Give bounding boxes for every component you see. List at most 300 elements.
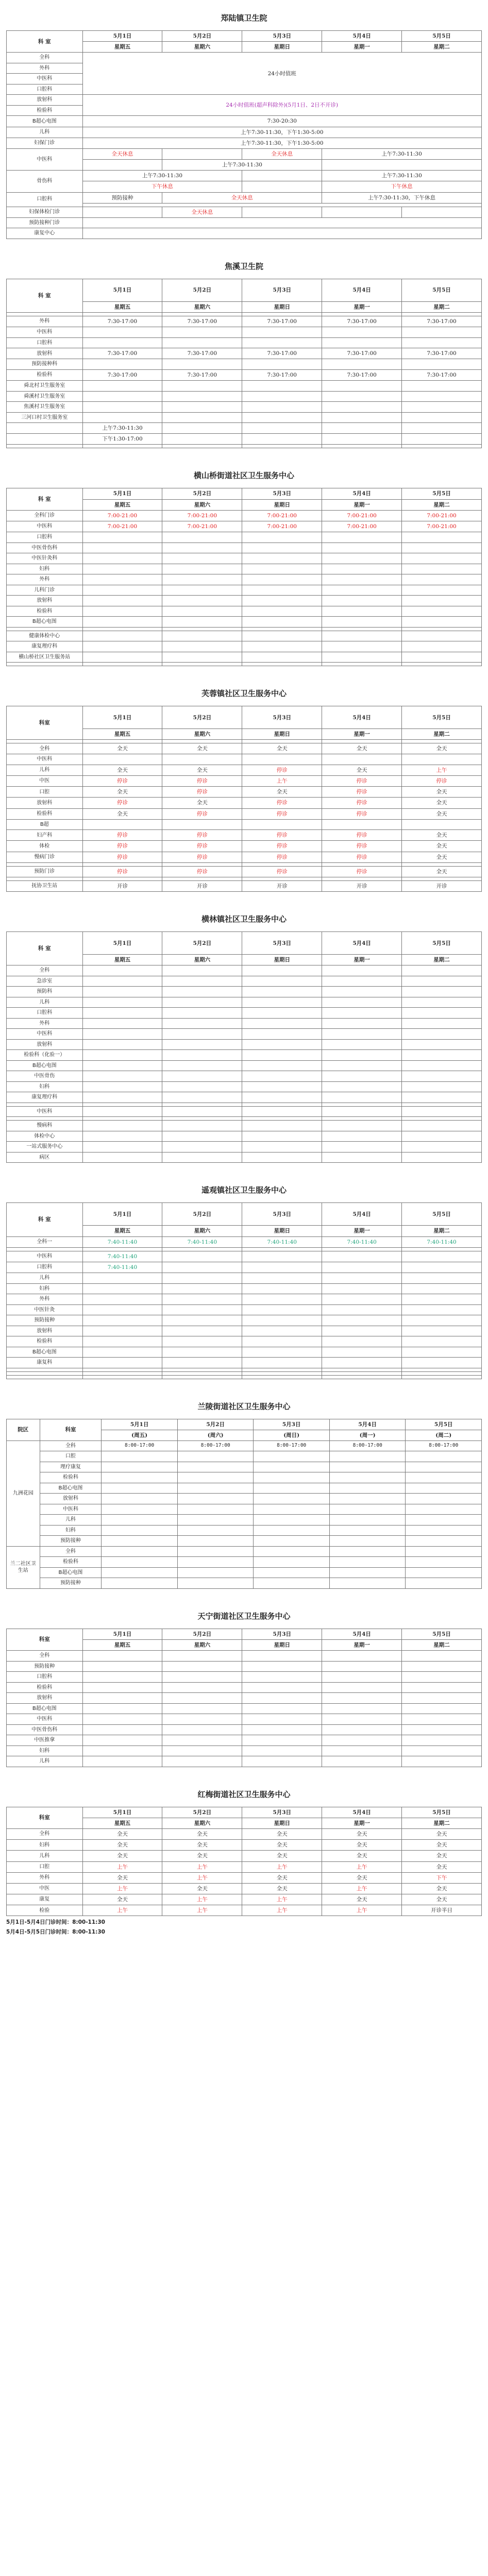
schedule-cell: 7:00-21:00 — [242, 510, 322, 521]
footnote: 5月4日-5月5日门诊时间：8:00-11:30 — [6, 1929, 105, 1936]
schedule-cell — [322, 1018, 402, 1029]
header-day: 星期五 — [82, 301, 162, 312]
schedule-cell — [322, 1304, 402, 1315]
schedule-cell — [254, 1504, 330, 1515]
section-title: 芙蓉镇社区卫生服务中心 — [201, 689, 287, 699]
schedule-cell — [329, 1525, 406, 1536]
schedule-cell — [162, 1029, 242, 1040]
schedule-cell — [242, 1152, 322, 1163]
schedule-cell — [402, 313, 482, 316]
schedule-cell — [402, 1262, 482, 1273]
schedule-cell: 全天 — [402, 787, 482, 798]
dept-cell: 放射科 — [7, 1326, 83, 1336]
schedule-cell — [82, 1283, 162, 1294]
dept-cell: 口腔 — [7, 1861, 83, 1872]
cell: 上午7:30-11:30 — [322, 148, 482, 159]
dept-cell: 慢病科 — [7, 1121, 83, 1131]
schedule-cell — [322, 1106, 402, 1117]
table-row — [7, 1236, 482, 1247]
schedule-cell — [162, 543, 242, 553]
schedule-cell — [254, 1494, 330, 1504]
header-day: 星期二 — [402, 1640, 482, 1651]
schedule-cell — [177, 1557, 254, 1568]
schedule-cell — [242, 1661, 322, 1672]
dept-cell: B超心电图 — [40, 1483, 102, 1494]
schedule-cell — [162, 423, 242, 434]
dept-cell: 预防科 — [7, 987, 83, 997]
table-row — [7, 1060, 482, 1071]
schedule-cell — [402, 596, 482, 606]
table-row — [7, 1050, 482, 1061]
dept-cell: 中医针灸 — [7, 1304, 83, 1315]
schedule-cell: 停诊 — [82, 841, 162, 852]
schedule-cell — [402, 1651, 482, 1662]
schedule-cell — [322, 1283, 402, 1294]
header-date: 5月4日 — [322, 31, 402, 42]
dept-cell: 口腔科 — [7, 1262, 83, 1273]
table-row — [7, 1142, 482, 1153]
dept-cell: 中医科 — [7, 521, 83, 532]
schedule-cell: 停诊 — [242, 866, 322, 877]
schedule-cell — [242, 1703, 322, 1714]
schedule-cell — [322, 1724, 402, 1735]
schedule-cell — [329, 1536, 406, 1547]
table-row — [7, 1304, 482, 1315]
schedule-cell — [82, 1131, 162, 1142]
section-furong — [6, 688, 482, 892]
schedule-cell — [402, 1336, 482, 1347]
schedule-cell — [322, 862, 402, 866]
schedule-cell: 开诊 — [322, 881, 402, 892]
schedule-cell: 7:40-11:40 — [402, 1236, 482, 1247]
schedule-cell — [162, 532, 242, 543]
schedule-cell: 全天 — [322, 743, 402, 754]
schedule-cell — [254, 1525, 330, 1536]
dept-cell: 检验科 — [7, 1336, 83, 1347]
header-date: 5月3日 — [242, 1629, 322, 1639]
header-day: 星期六 — [162, 1818, 242, 1828]
dept-cell: 全科 — [40, 1546, 102, 1557]
schedule-cell — [402, 1142, 482, 1153]
schedule-cell — [242, 1756, 322, 1767]
table-row — [7, 976, 482, 987]
dept-cell: 放射科 — [40, 1494, 102, 1504]
schedule-cell — [82, 564, 162, 574]
schedule-cell — [82, 663, 162, 666]
dept-cell: 中医骨伤科 — [7, 543, 83, 553]
schedule-cell — [329, 1483, 406, 1494]
schedule-cell: 全天 — [82, 808, 162, 819]
table-row — [7, 381, 482, 392]
schedule-cell — [162, 434, 242, 445]
schedule-cell — [406, 1462, 482, 1472]
header-date: 5月4日 — [322, 488, 402, 499]
schedule-cell — [322, 1745, 402, 1756]
schedule-cell: 全天 — [162, 765, 242, 775]
table-row — [7, 787, 482, 798]
schedule-cell — [162, 1336, 242, 1347]
table-row — [7, 1682, 482, 1693]
schedule-cell: 7:30-17:00 — [82, 369, 162, 380]
schedule-cell: 7:30-17:00 — [402, 316, 482, 327]
schedule-cell: 停诊 — [82, 798, 162, 808]
schedule-cell — [102, 1546, 178, 1557]
schedule-cell — [82, 641, 162, 652]
schedule-cell — [242, 1371, 322, 1375]
schedule-cell — [162, 1358, 242, 1368]
schedule-cell — [162, 754, 242, 765]
schedule-cell — [322, 1735, 402, 1746]
section-title: 红梅街道社区卫生服务中心 — [197, 1789, 291, 1799]
schedule-cell: 上午 — [242, 1905, 322, 1916]
table-row — [7, 641, 482, 652]
schedule-cell: 全天 — [242, 787, 322, 798]
schedule-cell — [329, 1567, 406, 1578]
schedule-cell — [242, 564, 322, 574]
schedule-cell — [242, 1693, 322, 1704]
dept-cell — [7, 1103, 83, 1106]
dept-cell: B超心电图 — [40, 1567, 102, 1578]
schedule-cell — [322, 1672, 402, 1683]
header-date: 5月5日 — [402, 932, 482, 955]
schedule-cell — [322, 1326, 402, 1336]
schedule-cell — [82, 1029, 162, 1040]
dept-cell — [7, 1375, 83, 1379]
schedule-cell — [322, 877, 402, 881]
schedule-cell: 8:00-17:00 — [254, 1440, 330, 1451]
schedule-cell — [82, 1375, 162, 1379]
schedule-cell — [322, 596, 402, 606]
schedule-cell — [162, 445, 242, 448]
schedule-cell — [82, 1142, 162, 1153]
header-day: 星期日 — [242, 42, 322, 53]
table-row — [7, 765, 482, 775]
schedule-cell: 上午 — [82, 1905, 162, 1916]
schedule-cell — [242, 532, 322, 543]
header-date: 5月4日 — [322, 1807, 402, 1818]
header-day: (周六) — [177, 1430, 254, 1440]
table-row — [7, 1536, 482, 1547]
dept-cell: 预防接种 — [40, 1536, 102, 1547]
table-row — [7, 1008, 482, 1019]
schedule-cell — [177, 1567, 254, 1578]
schedule-cell: 上午 — [162, 1861, 242, 1872]
header-dept: 科室 — [7, 706, 83, 740]
dept-cell: 中医科 — [7, 754, 83, 765]
schedule-cell: 7:00-21:00 — [162, 510, 242, 521]
schedule-cell: 停诊 — [322, 787, 402, 798]
schedule-cell — [102, 1483, 178, 1494]
schedule-cell — [329, 1578, 406, 1589]
schedule-cell — [177, 1546, 254, 1557]
table-row — [7, 798, 482, 808]
schedule-cell — [242, 976, 322, 987]
schedule-cell: 开诊半日 — [402, 1905, 482, 1916]
schedule-cell — [402, 1703, 482, 1714]
schedule-cell — [82, 327, 162, 338]
table-row — [7, 1039, 482, 1050]
table-row — [7, 1440, 482, 1451]
cell: 下午休息 — [82, 181, 242, 192]
table-row — [7, 1462, 482, 1472]
schedule-cell — [322, 543, 402, 553]
schedule-cell — [242, 1251, 322, 1262]
schedule-cell — [322, 1375, 402, 1379]
schedule-cell — [402, 1326, 482, 1336]
dept-cell: 中医骨伤科 — [7, 1724, 83, 1735]
schedule-cell: 全天 — [82, 1872, 162, 1883]
schedule-cell — [102, 1567, 178, 1578]
schedule-cell — [402, 740, 482, 743]
schedule-cell — [322, 617, 402, 628]
table-row — [7, 348, 482, 359]
table-row — [7, 585, 482, 596]
schedule-cell — [402, 1008, 482, 1019]
table-row — [7, 852, 482, 862]
header-date: 5月1日 — [82, 1629, 162, 1639]
schedule-cell — [254, 1515, 330, 1526]
table-row — [7, 1336, 482, 1347]
dept-cell: 康复中心 — [7, 228, 83, 239]
table-row — [7, 553, 482, 564]
schedule-cell — [402, 1060, 482, 1071]
schedule-cell — [162, 877, 242, 881]
section-hongmei — [6, 1789, 482, 1936]
dept-cell: 口腔科 — [7, 532, 83, 543]
header-day: 星期二 — [402, 301, 482, 312]
table-row — [7, 337, 482, 348]
dept-cell — [7, 740, 83, 743]
schedule-cell — [82, 1682, 162, 1693]
schedule-cell: 8:00-17:00 — [102, 1440, 178, 1451]
section-title: 焦溪卫生院 — [224, 261, 263, 271]
dept-cell: 全科一 — [7, 1236, 83, 1247]
table-row — [7, 1735, 482, 1746]
schedule-cell: 全天 — [402, 808, 482, 819]
dept-cell: 全科 — [40, 1440, 102, 1451]
schedule-cell — [162, 1152, 242, 1163]
schedule-cell — [177, 1525, 254, 1536]
dept-cell: 儿科 — [7, 1273, 83, 1284]
schedule-cell: 下午1:30-17:00 — [82, 434, 162, 445]
table-row — [7, 877, 482, 881]
header-day: 星期一 — [322, 1640, 402, 1651]
table-row — [7, 1131, 482, 1142]
schedule-cell — [242, 391, 322, 402]
schedule-cell — [177, 1536, 254, 1547]
dept-cell: 全科门诊 — [7, 510, 83, 521]
schedule-cell — [402, 543, 482, 553]
header-date: 5月4日 — [322, 1629, 402, 1639]
dept-cell: 横山桥社区卫生服务站 — [7, 652, 83, 663]
schedule-cell — [162, 1131, 242, 1142]
schedule-cell: 7:00-21:00 — [322, 521, 402, 532]
schedule-cell: 停诊 — [82, 830, 162, 841]
header-date: 5月3日 — [254, 1419, 330, 1430]
schedule-cell — [162, 819, 242, 830]
schedule-cell: 全天 — [322, 1851, 402, 1861]
schedule-cell: 全天 — [322, 1894, 402, 1905]
schedule-cell: 全天 — [402, 1829, 482, 1840]
dept-cell: 检验科 — [40, 1557, 102, 1568]
header-date: 5月1日 — [82, 706, 162, 729]
schedule-cell — [322, 740, 402, 743]
schedule-cell — [322, 976, 402, 987]
schedule-cell — [82, 543, 162, 553]
schedule-cell — [254, 1546, 330, 1557]
schedule-cell: 全天 — [402, 743, 482, 754]
table-row — [7, 808, 482, 819]
schedule-cell — [162, 1661, 242, 1672]
header-date: 5月5日 — [402, 1203, 482, 1226]
header-dept: 科 室 — [7, 31, 83, 53]
schedule-cell — [82, 313, 162, 316]
dept-cell: 中医科 — [7, 1106, 83, 1117]
schedule-cell — [322, 402, 402, 413]
schedule-cell: 7:30-17:00 — [82, 348, 162, 359]
section-title: 横山桥街道社区卫生服务中心 — [193, 471, 294, 481]
schedule-cell — [82, 1294, 162, 1305]
header-day: 星期一 — [322, 42, 402, 53]
schedule-cell — [162, 862, 242, 866]
header-date: 5月5日 — [402, 706, 482, 729]
schedule-cell — [242, 359, 322, 370]
table-row — [7, 997, 482, 1008]
schedule-cell — [82, 1039, 162, 1050]
header-day: 星期五 — [82, 1640, 162, 1651]
schedule-cell: 停诊 — [162, 776, 242, 787]
schedule-cell — [322, 1092, 402, 1103]
schedule-cell — [322, 1756, 402, 1767]
header-dept: 科 室 — [7, 488, 83, 510]
table-row — [7, 1472, 482, 1483]
table-row — [7, 412, 482, 423]
schedule-cell — [402, 1121, 482, 1131]
schedule-cell — [242, 754, 322, 765]
schedule-cell — [162, 1672, 242, 1683]
schedule-cell — [402, 1304, 482, 1315]
dept-cell: 中医科 — [7, 1029, 83, 1040]
schedule-cell — [177, 1504, 254, 1515]
table-row — [7, 1247, 482, 1251]
schedule-cell: 7:40-11:40 — [82, 1251, 162, 1262]
dept-cell: 口腔科 — [7, 192, 83, 207]
schedule-cell — [242, 434, 322, 445]
table-row — [7, 663, 482, 666]
section-hengshanqiao — [6, 470, 482, 666]
section-yaoguan — [6, 1184, 482, 1379]
dept-cell: 康复理疗科 — [7, 641, 83, 652]
schedule-cell — [82, 617, 162, 628]
table-row — [7, 423, 482, 434]
schedule-cell — [402, 1358, 482, 1368]
schedule-cell: 全天 — [82, 1829, 162, 1840]
table-row — [7, 1494, 482, 1504]
schedule-cell — [242, 1682, 322, 1693]
schedule-cell: 上午 — [322, 1861, 402, 1872]
schedule-cell — [162, 1060, 242, 1071]
schedule-cell: 全天 — [402, 841, 482, 852]
schedule-cell — [242, 327, 322, 338]
section-title: 郑陆镇卫生院 — [221, 13, 267, 23]
schedule-cell: 停诊 — [322, 798, 402, 808]
schedule-cell — [322, 1071, 402, 1082]
header-date: 5月4日 — [322, 932, 402, 955]
schedule-cell: 7:30-17:00 — [242, 316, 322, 327]
schedule-cell — [402, 412, 482, 423]
schedule-cell — [402, 391, 482, 402]
header-dept: 科室 — [7, 1807, 83, 1828]
header-day: 星期一 — [322, 301, 402, 312]
schedule-cell — [242, 337, 322, 348]
dept-cell — [7, 434, 83, 445]
schedule-cell — [82, 965, 162, 976]
header-day: 星期五 — [82, 955, 162, 965]
schedule-cell — [162, 1375, 242, 1379]
schedule-cell — [82, 1152, 162, 1163]
schedule-cell — [322, 574, 402, 585]
schedule-cell: 7:00-21:00 — [82, 521, 162, 532]
schedule-cell — [162, 1693, 242, 1704]
table-row — [7, 369, 482, 380]
header-date: 5月3日 — [242, 1203, 322, 1226]
schedule-cell — [82, 1661, 162, 1672]
schedule-cell — [402, 359, 482, 370]
schedule-cell — [102, 1536, 178, 1547]
schedule-cell: 上午 — [82, 1861, 162, 1872]
table-row — [7, 1578, 482, 1589]
schedule-cell: 停诊 — [322, 830, 402, 841]
schedule-cell — [406, 1557, 482, 1568]
schedule-cell — [242, 585, 322, 596]
table-row — [7, 987, 482, 997]
schedule-cell: 上午 — [242, 1861, 322, 1872]
schedule-cell: 7:30-17:00 — [402, 369, 482, 380]
header-date: 5月1日 — [82, 1807, 162, 1818]
schedule-cell — [162, 337, 242, 348]
header-day: 星期二 — [402, 1226, 482, 1236]
schedule-cell — [242, 1018, 322, 1029]
schedule-cell — [242, 574, 322, 585]
schedule-cell — [322, 965, 402, 976]
schedule-cell — [82, 1693, 162, 1704]
schedule-cell: 全天 — [82, 743, 162, 754]
schedule-cell — [82, 754, 162, 765]
schedule-cell — [162, 1651, 242, 1662]
schedule-cell — [162, 1304, 242, 1315]
schedule-cell — [402, 1131, 482, 1142]
schedule-cell: 停诊 — [322, 841, 402, 852]
schedule-cell — [322, 391, 402, 402]
schedule-cell — [322, 1103, 402, 1106]
schedule-cell — [322, 1661, 402, 1672]
schedule-cell — [242, 1368, 322, 1371]
merged-cell: 7:30-20:30 — [82, 116, 481, 127]
schedule-cell — [329, 1451, 406, 1462]
table-row — [7, 866, 482, 877]
schedule-cell — [162, 412, 242, 423]
header-day: 星期日 — [242, 1640, 322, 1651]
schedule-cell: 停诊 — [82, 852, 162, 862]
table-row — [7, 1294, 482, 1305]
dept-cell — [7, 1247, 83, 1251]
schedule-cell — [162, 1081, 242, 1092]
schedule-cell — [102, 1515, 178, 1526]
schedule-cell — [242, 1651, 322, 1662]
table-row — [7, 596, 482, 606]
table-row — [7, 1358, 482, 1368]
schedule-cell — [82, 1326, 162, 1336]
